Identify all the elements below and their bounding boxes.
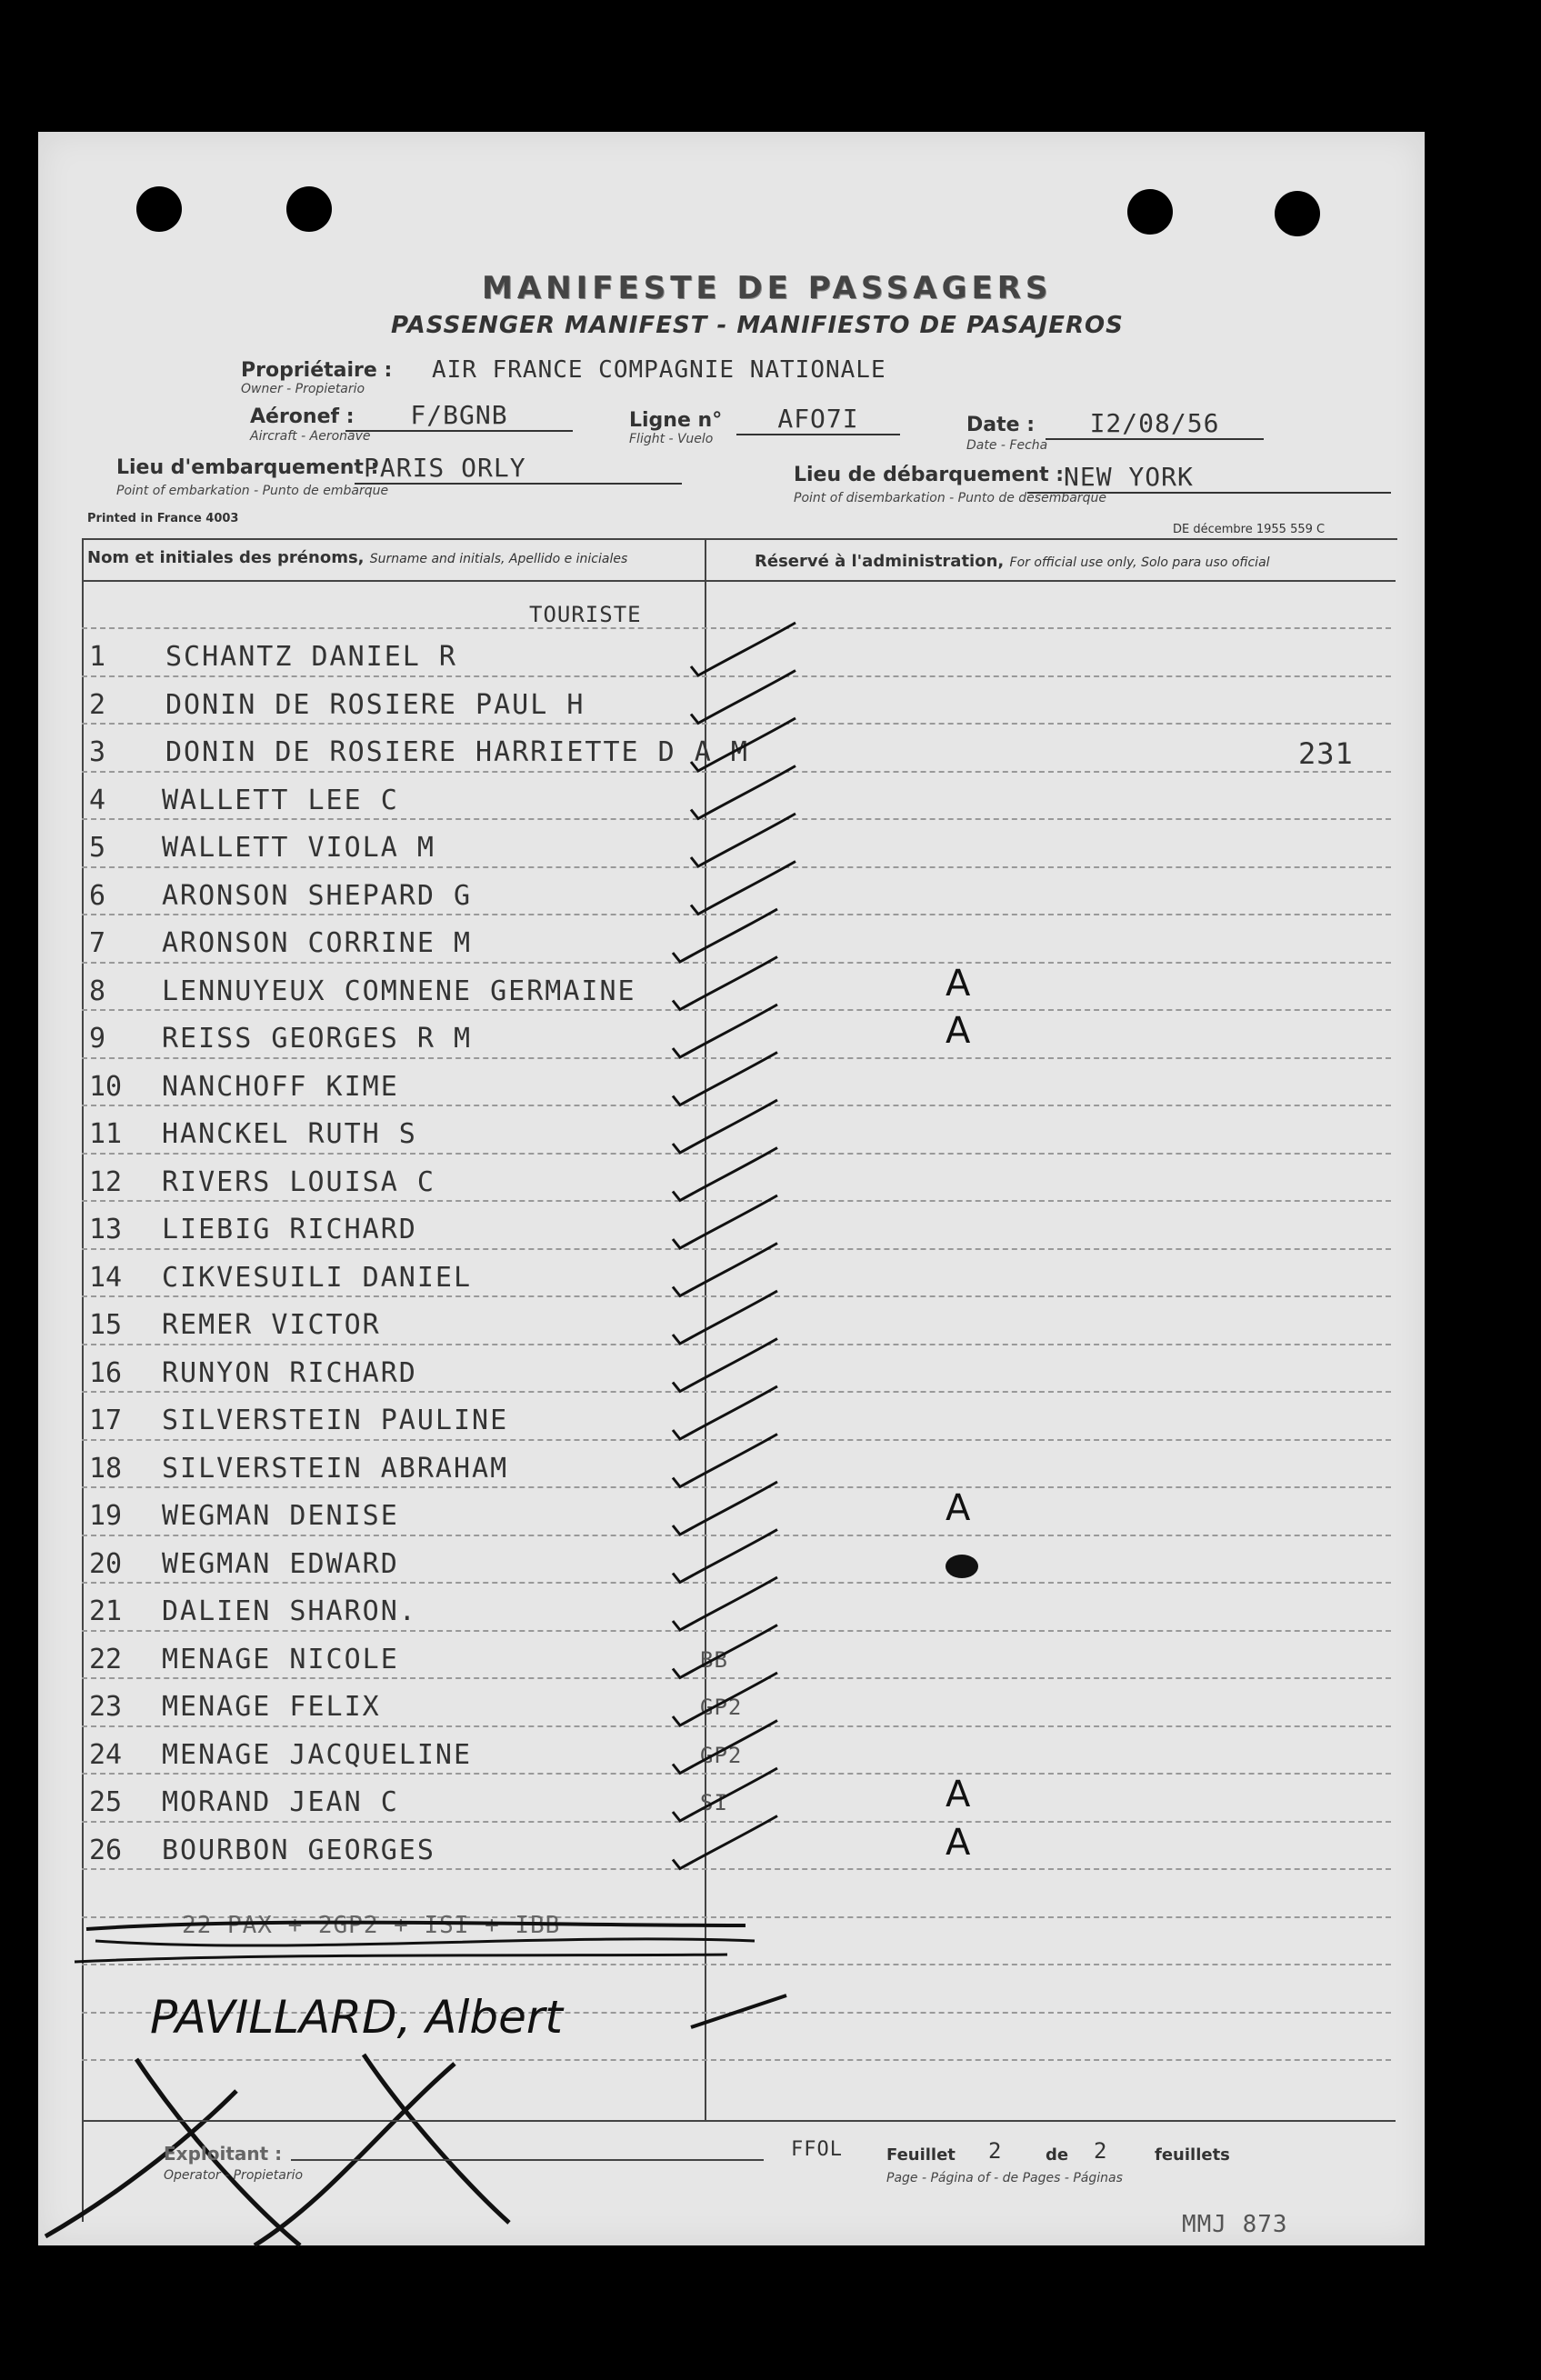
passenger-number: 22 [89, 1644, 123, 1675]
embark-label: Lieu d'embarquement : [116, 456, 379, 479]
row-rule [82, 1630, 1391, 1632]
passenger-number: 17 [89, 1405, 123, 1436]
operator-line [291, 2159, 764, 2161]
struck-total: 22 PAX + 2GP2 + ISI + IBB [182, 1912, 561, 1939]
passenger-number: 11 [89, 1118, 123, 1150]
archive-stamp: MMJ 873 [1182, 2211, 1288, 2238]
form-title: MANIFESTE DE PASSAGERS [482, 270, 1053, 306]
row-rule [82, 1344, 1391, 1345]
passenger-name: DONIN DE ROSIERE HARRIETTE D A M [165, 736, 749, 768]
sheet-label: Feuillet [886, 2145, 956, 2165]
passenger-name: LIEBIG RICHARD [162, 1214, 417, 1245]
passenger-name: RIVERS LOUISA C [162, 1166, 435, 1198]
row-rule [82, 627, 1391, 629]
passenger-name: MORAND JEAN C [162, 1786, 399, 1818]
aircraft-sublabel: Aircraft - Aeronave [250, 429, 371, 444]
passenger-name: WEGMAN EDWARD [162, 1548, 399, 1580]
row-rule [82, 866, 1391, 868]
form-reference: DE décembre 1955 559 C [1173, 523, 1326, 536]
class-label: TOURISTE [529, 602, 642, 627]
row-rule [82, 2059, 1391, 2061]
passenger-number: 1 [89, 641, 106, 673]
date-sublabel: Date - Fecha [966, 438, 1048, 453]
date-label: Date : [966, 414, 1036, 436]
sheet-total: 2 [1094, 2138, 1108, 2164]
passenger-name: REMER VICTOR [162, 1309, 381, 1341]
sheet-number: 2 [988, 2138, 1003, 2164]
passenger-number: 15 [89, 1309, 123, 1341]
passenger-number: 20 [89, 1548, 123, 1580]
punch-hole [1127, 189, 1173, 235]
row-rule [82, 1248, 1391, 1250]
flight-sublabel: Flight - Vuelo [629, 432, 714, 446]
names-header-text: Nom et initiales des prénoms, [87, 548, 365, 567]
embark-value: PARIS ORLY [355, 453, 682, 485]
admin-mark: A [946, 963, 971, 1005]
punch-hole [1275, 191, 1320, 236]
passenger-number: 10 [89, 1071, 123, 1103]
row-rule [82, 1391, 1391, 1393]
passenger-name: SILVERSTEIN ABRAHAM [162, 1453, 509, 1485]
passenger-name: RUNYON RICHARD [162, 1357, 417, 1389]
passenger-name: MENAGE FELIX [162, 1691, 381, 1723]
punch-hole [136, 186, 182, 232]
passenger-number: 9 [89, 1023, 106, 1055]
passenger-number: 12 [89, 1166, 123, 1198]
admin-mark: A [946, 1822, 971, 1864]
passenger-number: 13 [89, 1214, 123, 1245]
passenger-name: WALLETT LEE C [162, 785, 399, 816]
aircraft-label: Aéronef : [250, 405, 355, 428]
passenger-name: WEGMAN DENISE [162, 1500, 399, 1532]
operator-label: Exploitant : [164, 2143, 283, 2165]
row-rule [82, 1009, 1391, 1011]
passenger-name: CIKVESUILI DANIEL [162, 1262, 473, 1294]
passenger-name: DALIEN SHARON. [162, 1595, 417, 1627]
passenger-number: 23 [89, 1691, 123, 1723]
admin-column-header [755, 552, 1270, 571]
passenger-number: 25 [89, 1786, 123, 1818]
row-rule [82, 1057, 1391, 1059]
form-subtitle: PASSENGER MANIFEST - MANIFIESTO DE PASAJEROS [391, 312, 1124, 339]
owner-value: AIR FRANCE COMPAGNIE NATIONALE [432, 356, 886, 384]
passenger-number: 14 [89, 1262, 123, 1294]
column-divider [705, 538, 706, 2120]
row-rule [82, 1295, 1391, 1297]
row-rule [82, 1200, 1391, 1202]
owner-sublabel: Owner - Propietario [241, 382, 365, 396]
row-rule [82, 1725, 1391, 1727]
row-rule [82, 818, 1391, 820]
row-rule [82, 1964, 1391, 1965]
admin-code: GP2 [700, 1743, 743, 1768]
admin-code: BB [700, 1647, 728, 1673]
passenger-name: DONIN DE ROSIERE PAUL H [165, 689, 585, 721]
passenger-name: BOURBON GEORGES [162, 1835, 435, 1866]
admin-mark: A [946, 1010, 971, 1052]
row-rule [82, 1821, 1391, 1823]
passenger-name: MENAGE NICOLE [162, 1644, 399, 1675]
admin-code: SI [700, 1790, 728, 1815]
names-header-subtext: Surname and initials, Apellido e iniciales [369, 552, 628, 566]
passenger-number: 6 [89, 880, 106, 912]
passenger-name: LENNUYEUX COMNENE GERMAINE [162, 975, 636, 1007]
row-rule [82, 1582, 1391, 1584]
passenger-number: 18 [89, 1453, 123, 1485]
row-rule [82, 771, 1391, 773]
footer-rule [82, 2120, 1396, 2122]
flight-label: Ligne n° [629, 409, 723, 432]
passenger-number: 26 [89, 1835, 123, 1866]
passenger-name: ARONSON SHEPARD G [162, 880, 473, 912]
row-rule [82, 1677, 1391, 1679]
sheet-sublabel: Page - Página of - de Pages - Páginas [886, 2171, 1123, 2185]
admin-code: GP2 [700, 1695, 743, 1720]
passenger-number: 19 [89, 1500, 123, 1532]
row-rule [82, 1153, 1391, 1155]
passenger-name: SILVERSTEIN PAULINE [162, 1405, 509, 1436]
row-rule [82, 1773, 1391, 1775]
passenger-number: 7 [89, 927, 106, 959]
passenger-name: MENAGE JACQUELINE [162, 1739, 473, 1771]
operator-sublabel: Operator - Propietario [164, 2168, 304, 2183]
names-column-header [87, 548, 627, 567]
row-rule [82, 1535, 1391, 1536]
handwritten-name: PAVILLARD, Albert [150, 1991, 564, 2044]
row-rule [82, 675, 1391, 677]
admin-mark: A [946, 1487, 971, 1529]
passenger-name: HANCKEL RUTH S [162, 1118, 417, 1150]
passenger-number: 8 [89, 975, 106, 1007]
passenger-name: REISS GEORGES R M [162, 1023, 473, 1055]
passenger-name: NANCHOFF KIME [162, 1071, 399, 1103]
passenger-number: 21 [89, 1595, 123, 1627]
passenger-number: 2 [89, 689, 106, 721]
disembark-value: NEW YORK [1027, 462, 1391, 494]
flight-value: AFO7I [736, 404, 900, 435]
punch-hole [286, 186, 332, 232]
row-rule [82, 914, 1391, 915]
row-rule [82, 1439, 1391, 1441]
ffol-label: FFOL [791, 2138, 843, 2161]
admin-header-subtext: For official use only, Solo para uso oficial [1009, 555, 1270, 570]
aircraft-value: F/BGNB [345, 400, 573, 432]
row-rule [82, 1486, 1391, 1488]
row-rule [82, 723, 1391, 725]
row-rule [82, 1868, 1391, 1870]
disembark-label: Lieu de débarquement : [794, 464, 1065, 486]
embark-sublabel: Point of embarkation - Punto de embarque [116, 484, 389, 498]
passenger-number: 4 [89, 785, 106, 816]
passenger-number: 3 [89, 736, 106, 768]
sheets-label: feuillets [1155, 2145, 1230, 2165]
header-rule [82, 580, 1396, 582]
date-value: I2/08/56 [1046, 408, 1264, 440]
passenger-name: ARONSON CORRINE M [162, 927, 473, 959]
side-number: 231 [1298, 736, 1354, 771]
admin-header-text: Réservé à l'administration, [755, 552, 1005, 571]
passenger-number: 5 [89, 832, 106, 864]
printed-note: Printed in France 4003 [87, 512, 239, 525]
disembark-sublabel: Point of disembarkation - Punto de desembarque [794, 491, 1106, 505]
row-rule [82, 1105, 1391, 1106]
passenger-number: 24 [89, 1739, 123, 1771]
passenger-name: SCHANTZ DANIEL R [165, 641, 457, 673]
passenger-name: WALLETT VIOLA M [162, 832, 435, 864]
of-label: de [1046, 2145, 1069, 2165]
owner-label: Propriétaire : [241, 359, 393, 382]
admin-mark: A [946, 1774, 971, 1815]
passenger-number: 16 [89, 1357, 123, 1389]
row-rule [82, 962, 1391, 964]
